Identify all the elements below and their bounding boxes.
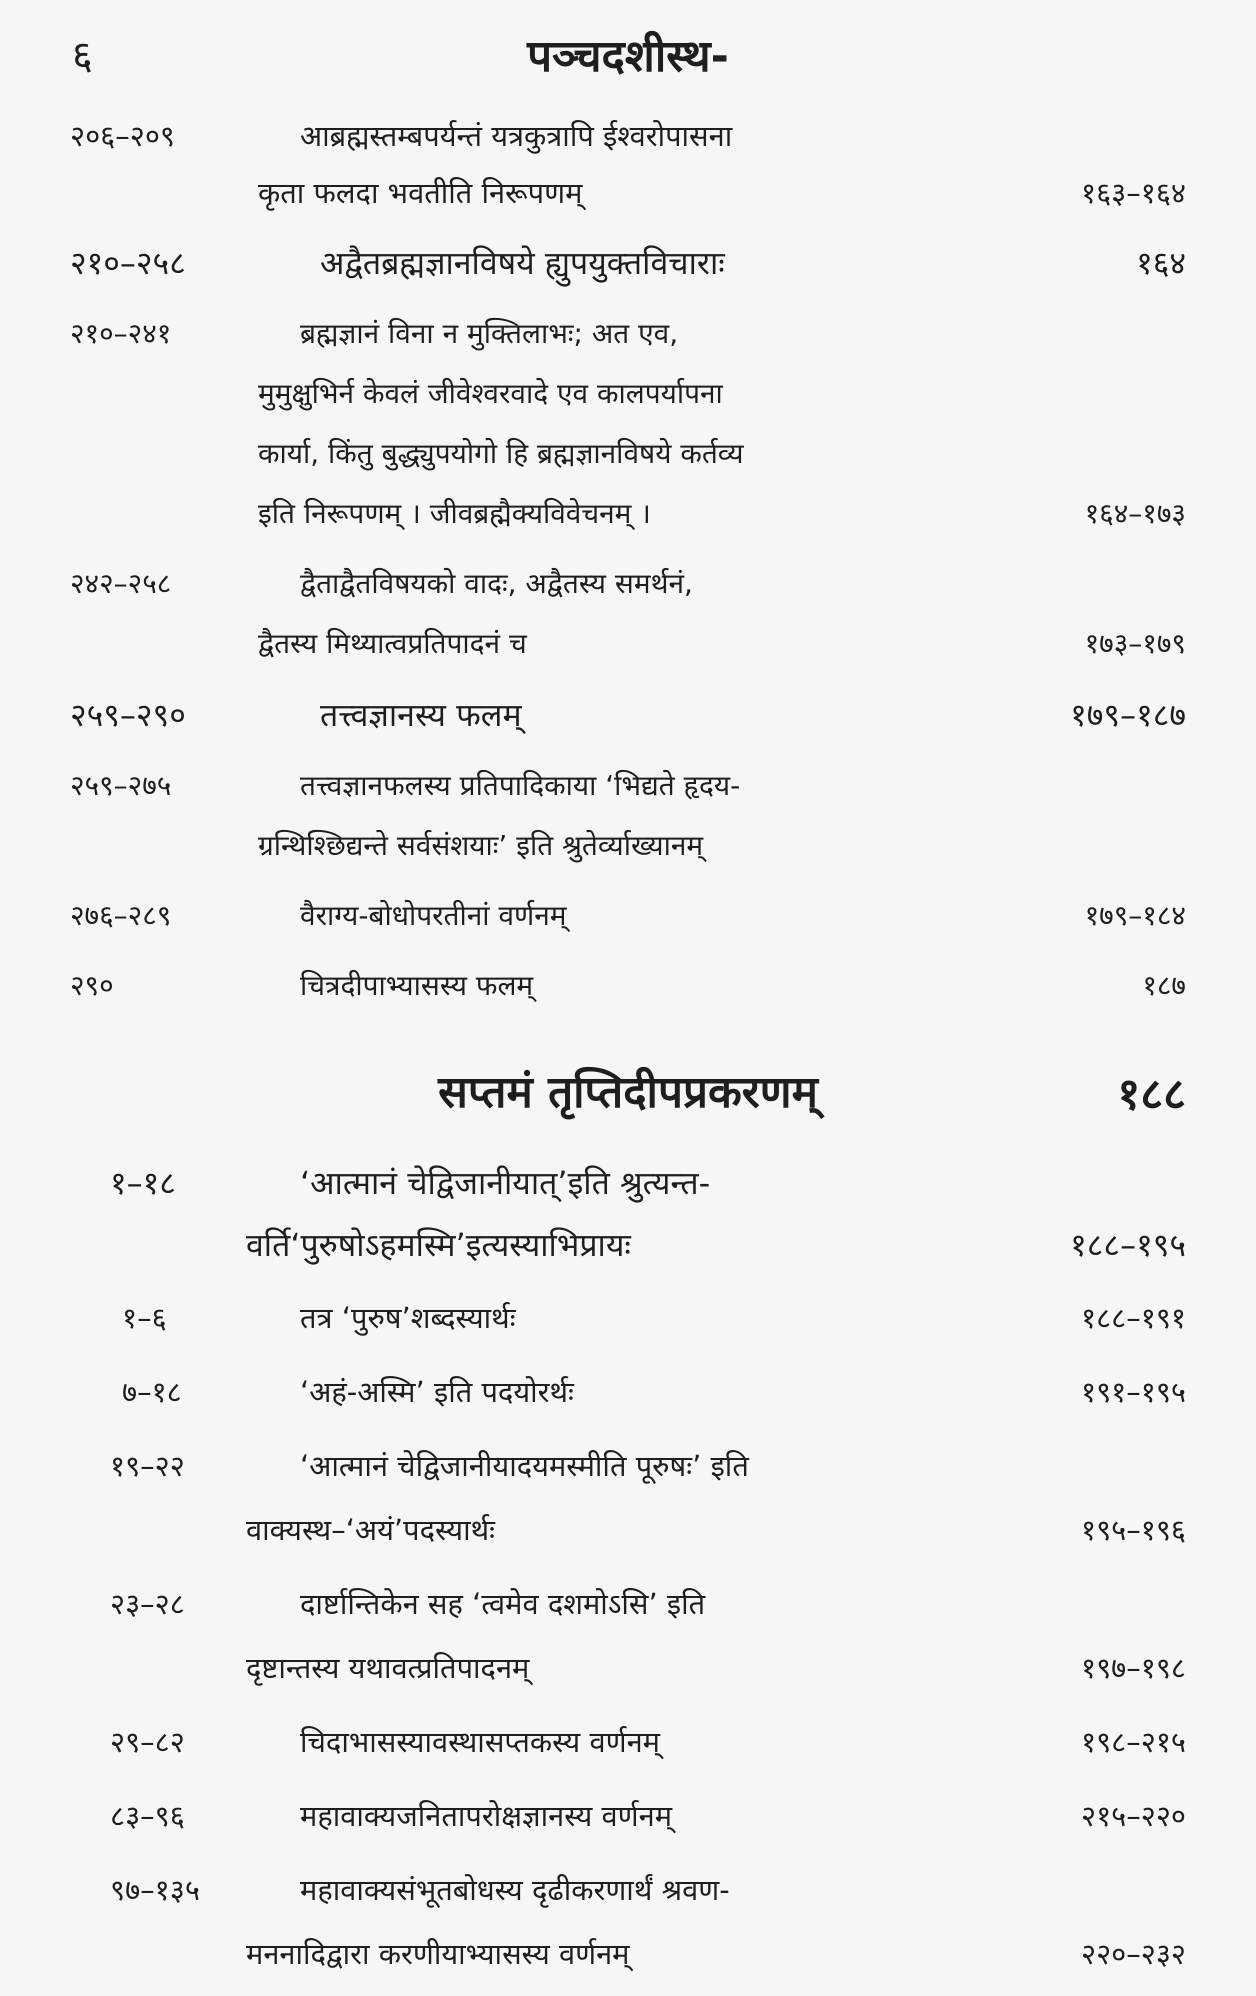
- entry-description-line: ग्रन्थिश्छिद्यन्ते सर्वसंशयाः’ इति श्रुतेर्व्याख्यानम्: [258, 829, 704, 862]
- verse-range: ८३–९६: [110, 1799, 185, 1833]
- entry-page-range: २२०–२३२: [1081, 1937, 1186, 1971]
- entry-description-line: कार्या, किंतु बुद्ध्युपयोगो हि ब्रह्मज्ञानविषये कर्तव्य: [258, 437, 744, 470]
- toc-entry: [0, 956, 1256, 1016]
- entry-description-line: चित्रदीपाभ्यासस्य फलम्: [300, 969, 534, 1002]
- verse-range: २९–८२: [110, 1725, 185, 1759]
- toc-entry: [0, 1572, 1256, 1700]
- entry-page-range: १८७: [1142, 969, 1186, 1002]
- page-title: पञ्चदशीस्थ-: [527, 31, 729, 82]
- page-header: [0, 18, 1256, 98]
- verse-range: २०६–२०९: [70, 119, 175, 153]
- table-of-contents: [0, 108, 1256, 1996]
- verse-range: २१०–२५८: [70, 244, 186, 282]
- entry-page-range: १६४–१७३: [1084, 497, 1186, 530]
- toc-entry: [0, 1784, 1256, 1848]
- verse-range: २१०–२४१: [70, 317, 172, 350]
- entry-description-line: द्वैतस्य मिथ्यात्वप्रतिपादनं च: [258, 627, 527, 660]
- entry-page-range: १७९–१८४: [1084, 899, 1186, 932]
- chapter-page-number: १८८: [1117, 1069, 1186, 1120]
- entry-description-line: दृष्टान्तस्य यथावत्प्रतिपादनम्: [246, 1651, 530, 1685]
- toc-entry: [0, 756, 1256, 876]
- toc-entry: [0, 684, 1256, 746]
- verse-range: १–६: [122, 1301, 167, 1335]
- entry-description-line: ‘आत्मानं चेद्विजानीयात्’इति श्रुत्यन्त-: [300, 1164, 711, 1202]
- verse-range: १–१८: [110, 1164, 176, 1202]
- entry-description-line: आब्रह्मस्तम्बपर्यन्तं यत्रकुत्रापि ईश्वरोपासना: [300, 119, 733, 153]
- entry-description-line: चिदाभासस्यावस्थासप्तकस्य वर्णनम्: [300, 1725, 661, 1759]
- chapter-heading: [0, 1050, 1256, 1138]
- toc-entry: [0, 1434, 1256, 1562]
- entry-page-range: १८८–१९५: [1070, 1226, 1186, 1264]
- toc-entry: [0, 1152, 1256, 1276]
- entry-description-line: वैराग्य-बोधोपरतीनां वर्णनम्: [300, 899, 567, 932]
- entry-description-line: कृता फलदा भवतीति निरूपणम्: [258, 176, 583, 210]
- entry-page-range: १७९–१८७: [1070, 696, 1186, 734]
- verse-range: ७–१८: [122, 1375, 182, 1409]
- entry-description-line: दार्ष्टान्तिकेन सह ‘त्वमेव दशमोऽसि’ इति: [300, 1587, 706, 1621]
- toc-entry: [0, 554, 1256, 674]
- verse-range: २७६–२८९: [70, 899, 172, 932]
- entry-description-line: ‘आत्मानं चेद्विजानीयादयमस्मीति पूरुषः’ इति: [300, 1449, 749, 1483]
- page-number: ६: [72, 33, 93, 79]
- entry-page-range: २१५–२२०: [1081, 1799, 1186, 1833]
- entry-page-range: १९७–१९८: [1081, 1651, 1186, 1685]
- entry-description-line: तत्त्वज्ञानफलस्य प्रतिपादिकाया ‘भिद्यते हृदय-: [300, 769, 741, 802]
- entry-description-line: तत्र ‘पुरुष’शब्दस्यार्थः: [300, 1301, 516, 1335]
- toc-entry: [0, 108, 1256, 222]
- entry-description-line: इति निरूपणम् । जीवब्रह्मैक्यविवेचनम् ।: [258, 497, 651, 530]
- toc-entry: [0, 1286, 1256, 1350]
- chapter-title: सप्तमं तृप्तिदीपप्रकरणम्: [438, 1067, 818, 1118]
- verse-range: २५९–२७५: [70, 769, 172, 802]
- entry-description-line: महावाक्यजनितापरोक्षज्ञानस्य वर्णनम्: [300, 1799, 673, 1833]
- entry-page-range: १९८–२१५: [1081, 1725, 1186, 1759]
- entry-page-range: १६४: [1136, 244, 1186, 282]
- entry-description-line: महावाक्यसंभूतबोधस्य दृढीकरणार्थं श्रवण-: [300, 1873, 730, 1907]
- verse-range: २४२–२५८: [70, 567, 172, 600]
- toc-entry: [0, 1360, 1256, 1424]
- entry-description-line: ब्रह्मज्ञानं विना न मुक्तिलाभः; अत एव,: [300, 317, 679, 350]
- verse-range: २९०: [70, 969, 114, 1002]
- toc-entry: [0, 1858, 1256, 1986]
- toc-entry: [0, 304, 1256, 544]
- entry-page-range: १८८–१९१: [1081, 1301, 1186, 1335]
- verse-range: २३–२८: [110, 1587, 185, 1621]
- verse-range: २५९–२९०: [70, 696, 186, 734]
- entry-description-line: ‘अहं-अस्मि’ इति पदयोरर्थः: [300, 1375, 574, 1409]
- verse-range: १९–२२: [110, 1449, 185, 1483]
- entry-page-range: १९१–१९५: [1081, 1375, 1186, 1409]
- entry-description-line: वाक्यस्थ–‘अयं’पदस्यार्थः: [246, 1513, 495, 1547]
- entry-page-range: १७३–१७९: [1084, 627, 1186, 660]
- entry-description-line: वर्ति‘पुरुषोऽहमस्मि’इत्यस्याभिप्रायः: [246, 1226, 631, 1264]
- entry-description-line: अद्वैतब्रह्मज्ञानविषये ह्युपयुक्तविचाराः: [320, 244, 725, 282]
- entry-description-line: तत्त्वज्ञानस्य फलम्: [320, 696, 522, 734]
- toc-entry: [0, 1710, 1256, 1774]
- entry-description-line: मननादिद्वारा करणीयाभ्यासस्य वर्णनम्: [246, 1937, 630, 1971]
- entry-page-range: १६३–१६४: [1081, 176, 1186, 210]
- toc-entry: [0, 232, 1256, 294]
- verse-range: ९७–१३५: [110, 1873, 200, 1907]
- entry-page-range: १९५–१९६: [1081, 1513, 1186, 1547]
- entry-description-line: मुमुक्षुभिर्न केवलं जीवेश्वरवादे एव कालपर्यापना: [258, 377, 723, 410]
- entry-description-line: द्वैताद्वैतविषयको वादः, अद्वैतस्य समर्थनं,: [300, 567, 693, 600]
- toc-entry: [0, 886, 1256, 946]
